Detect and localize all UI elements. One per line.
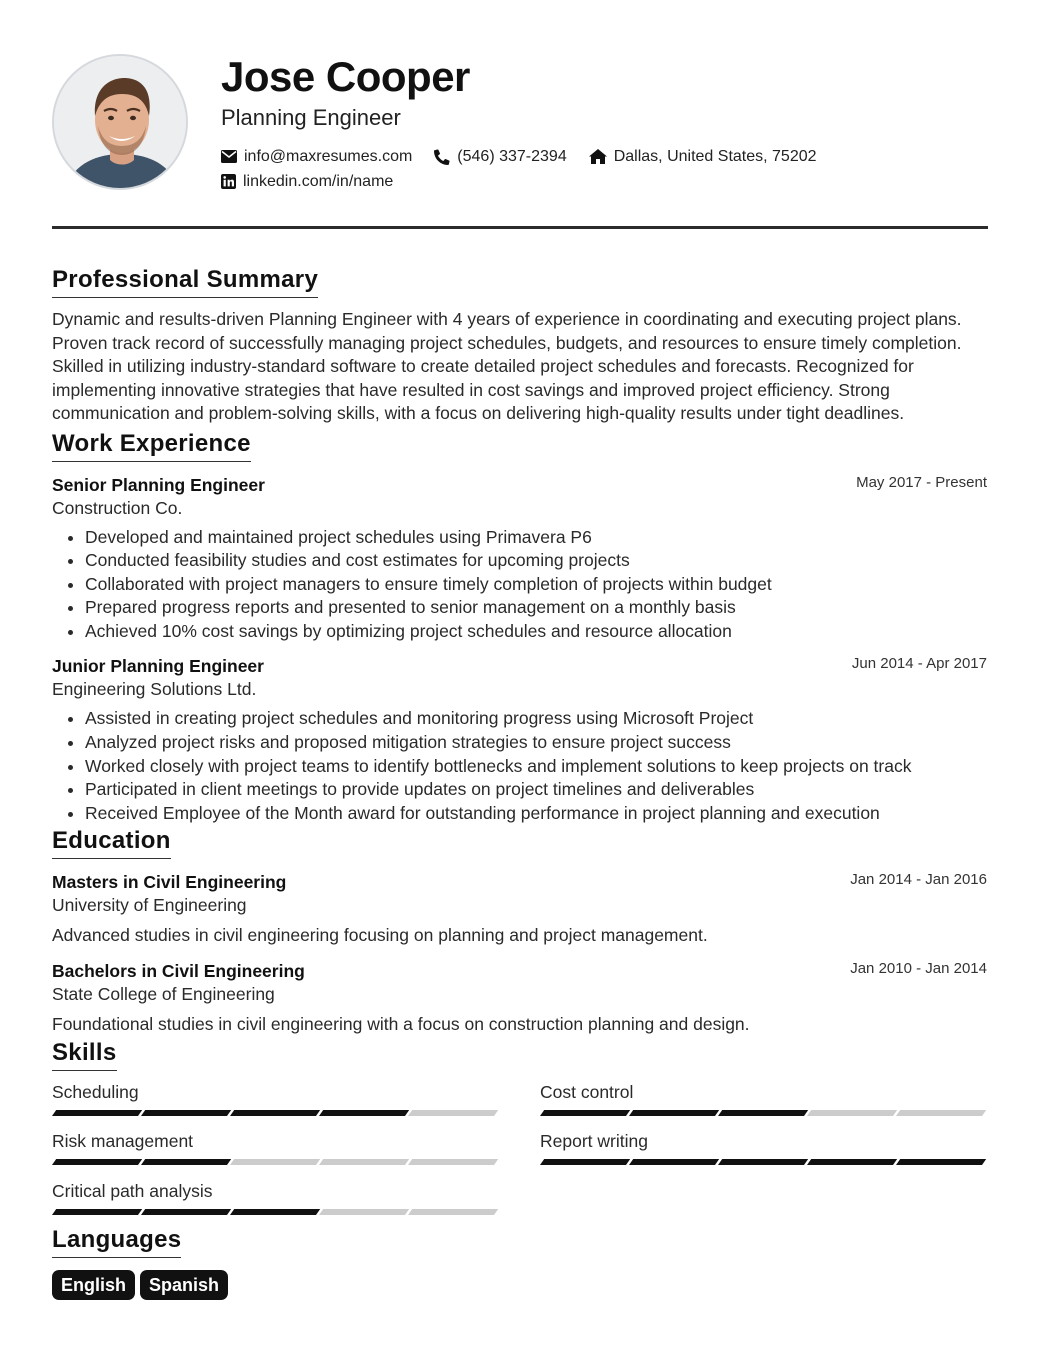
- skill-level-segment: [319, 1159, 409, 1165]
- skill-level-segment: [141, 1159, 231, 1165]
- skill-level-segment: [52, 1159, 142, 1165]
- envelope-icon: [221, 150, 237, 163]
- skill-level-segment: [319, 1110, 409, 1116]
- skill-level-segment: [52, 1209, 142, 1215]
- skill-level-segment: [52, 1110, 142, 1116]
- education-dates: Jan 2010 - Jan 2014: [850, 960, 987, 978]
- contact-phone[interactable]: [434, 145, 566, 169]
- skill-level-segment: [408, 1159, 498, 1165]
- skill-item: [540, 1130, 988, 1165]
- experience-section: [52, 430, 988, 826]
- list-item: • Received Employee of the Month award for outstanding performance in project planning and execution: [85, 802, 988, 826]
- job-company: Engineering Solutions Ltd.: [52, 679, 257, 700]
- location-text: Dallas, United States, 75202: [613, 147, 817, 165]
- list-item: • Collaborated with project managers to ensure timely completion of projects within budget: [85, 573, 988, 597]
- list-item: • Prepared progress reports and presented to senior management on a monthly basis: [85, 596, 988, 620]
- home-icon: [589, 149, 607, 164]
- list-item: • Participated in client meetings to provide updates on project timelines and deliverables: [85, 778, 988, 802]
- skill-level-segment: [230, 1110, 320, 1116]
- phone-icon: [434, 149, 450, 165]
- summary-text: Dynamic and results-driven Planning Engineer with 4 years of experience in coordinating and executing project plans. Proven track record of successfully managing project schedules, budgets, and resources to ensure timely completion. Skilled in utilizing industry-standard software to create detailed project schedules and forecasts. Recognized for implementing innovative strategies that have resulted in cost savings and improved project efficiency. Strong communication and problem-solving skills, with a focus on delivering high-quality results under tight deadlines.: [52, 309, 962, 423]
- job-dates: Jun 2014 - Apr 2017: [851, 655, 987, 673]
- list-item: • Achieved 10% cost savings by optimizing project schedules and resource allocation: [85, 620, 988, 644]
- contact-email[interactable]: [221, 145, 412, 169]
- skill-level-segment: [141, 1110, 231, 1116]
- candidate-name: Jose Cooper: [221, 53, 470, 100]
- skill-item: [52, 1081, 500, 1116]
- header-divider: [52, 226, 988, 229]
- skill-level-segment: [408, 1110, 498, 1116]
- skills-grid: [52, 1081, 988, 1231]
- contact-info: [221, 144, 839, 194]
- job-title: Junior Planning Engineer: [52, 656, 264, 677]
- language-chip: Spanish: [140, 1270, 228, 1300]
- skill-level-bar: [540, 1159, 988, 1165]
- languages-heading: Languages: [52, 1226, 181, 1258]
- education-description: Foundational studies in civil engineering with a focus on construction planning and design.: [52, 1014, 750, 1035]
- skill-level-segment: [807, 1159, 897, 1165]
- job-company: Construction Co.: [52, 497, 183, 518]
- experience-heading: Work Experience: [52, 430, 251, 462]
- skill-name: Report writing: [540, 1131, 648, 1152]
- education-dates: Jan 2014 - Jan 2016: [850, 871, 987, 889]
- skill-level-segment: [230, 1159, 320, 1165]
- skill-name: Scheduling: [52, 1082, 139, 1103]
- skill-level-bar: [52, 1159, 500, 1165]
- list-item: • Developed and maintained project schedules using Primavera P6: [85, 526, 988, 550]
- job-entry: [52, 473, 988, 644]
- skills-heading: Skills: [52, 1039, 117, 1071]
- skill-level-segment: [718, 1110, 808, 1116]
- avatar: [52, 54, 188, 190]
- summary-heading: Professional Summary: [52, 266, 318, 298]
- linkedin-text: linkedin.com/in/name: [243, 172, 394, 190]
- list-item: • Worked closely with project teams to identify bottlenecks and implement solutions to keep projects on track: [85, 755, 988, 779]
- linkedin-icon: [221, 174, 236, 189]
- skill-level-bar: [540, 1110, 988, 1116]
- skill-level-segment: [540, 1110, 630, 1116]
- contact-row: [221, 144, 839, 169]
- skill-level-segment: [896, 1159, 986, 1165]
- skill-level-segment: [540, 1159, 630, 1165]
- education-heading: Education: [52, 827, 171, 859]
- job-dates: May 2017 - Present: [856, 473, 987, 491]
- phone-text: (546) 337-2394: [457, 147, 567, 165]
- skill-item: [540, 1081, 988, 1116]
- email-text: info@maxresumes.com: [244, 147, 413, 165]
- skill-name: Cost control: [540, 1082, 634, 1103]
- degree-title: Masters in Civil Engineering: [52, 872, 287, 893]
- skill-name: Risk management: [52, 1131, 194, 1152]
- education-entry: [52, 870, 988, 947]
- skill-level-segment: [319, 1209, 409, 1215]
- skill-level-segment: [896, 1110, 986, 1116]
- skill-level-bar: [52, 1110, 500, 1116]
- list-item: • Assisted in creating project schedules and monitoring progress using Microsoft Project: [85, 707, 988, 731]
- skill-level-segment: [408, 1209, 498, 1215]
- skill-level-segment: [141, 1209, 231, 1215]
- candidate-title: Planning Engineer: [221, 105, 401, 130]
- profile-photo-icon: [54, 56, 188, 190]
- job-bullets: [52, 526, 988, 644]
- resume-page: [52, 54, 988, 1300]
- job-bullets: [52, 707, 988, 825]
- contact-row: [221, 169, 839, 194]
- list-item: • Conducted feasibility studies and cost estimates for upcoming projects: [85, 549, 988, 573]
- skill-item: [52, 1130, 500, 1165]
- skill-level-bar: [52, 1209, 500, 1215]
- job-title: Senior Planning Engineer: [52, 474, 265, 495]
- degree-title: Bachelors in Civil Engineering: [52, 961, 305, 982]
- job-entry: [52, 654, 988, 825]
- skill-level-segment: [629, 1110, 719, 1116]
- skill-name: Critical path analysis: [52, 1181, 213, 1202]
- language-list: [52, 1270, 988, 1300]
- skill-level-segment: [807, 1110, 897, 1116]
- language-chip: English: [52, 1270, 135, 1300]
- skill-level-segment: [718, 1159, 808, 1165]
- education-description: Advanced studies in civil engineering focusing on planning and project management.: [52, 925, 708, 946]
- languages-section: [52, 1226, 988, 1300]
- school-name: State College of Engineering: [52, 984, 275, 1005]
- contact-location: [589, 145, 817, 169]
- summary-section: [52, 266, 988, 426]
- list-item: • Analyzed project risks and proposed mitigation strategies to ensure project success: [85, 731, 988, 755]
- resume-header: [52, 54, 988, 226]
- skills-section: [52, 1039, 988, 1231]
- skill-item: [52, 1180, 500, 1215]
- contact-linkedin[interactable]: [221, 170, 393, 194]
- education-entry: [52, 959, 988, 1036]
- skill-level-segment: [629, 1159, 719, 1165]
- education-section: [52, 827, 988, 1036]
- school-name: University of Engineering: [52, 895, 247, 916]
- skill-level-segment: [230, 1209, 320, 1215]
